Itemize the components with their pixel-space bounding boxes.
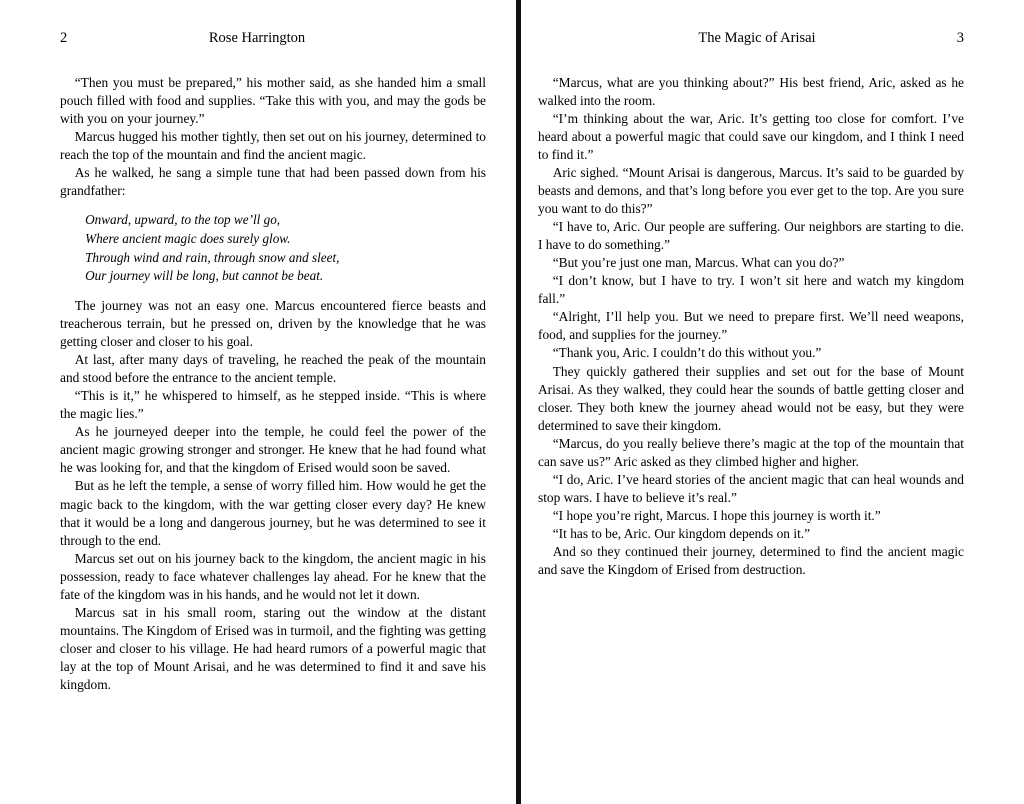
- paragraph: “I hope you’re right, Marcus. I hope this journey is worth it.”: [552, 507, 881, 523]
- paragraph: “Thank you, Aric. I couldn’t do this without you.”: [552, 345, 822, 361]
- paragraph: “I don’t know, but I have to try. I won’t sit here and watch my kingdom fall.”: [538, 273, 964, 307]
- paragraph: “Alright, I’ll help you. But we need to prepare first. We’ll need weapons, food, and supplies for the journey.”: [538, 309, 964, 343]
- right-text-column: [538, 74, 964, 579]
- paragraph: Marcus set out on his journey back to the kingdom, the ancient magic in his possession, ready to face whatever challenges lay ahead. For he knew that the fate of the kingdom was in his hands, and he would not let it down.: [60, 550, 486, 602]
- paragraph: And so they continued their journey, determined to find the ancient magic and save the Kingdom of Erised from destruction.: [538, 543, 964, 577]
- paragraph: Marcus sat in his small room, staring out the window at the distant mountains. The Kingdom of Erised was in turmoil, and the fighting was getting closer and closer to his village. He had heard rumors of a powerful magic that lay at the top of Mount Arisai, and he was determined to find it and save his kingdom.: [60, 604, 486, 692]
- right-page: [512, 0, 1024, 804]
- verse-line: Through wind and rain, through snow and sleet,: [85, 249, 340, 265]
- paragraph: The journey was not an easy one. Marcus encountered fierce beasts and treacherous terrain, but he pressed on, driven by the knowledge that he was getting closer and closer to his goal.: [60, 298, 486, 350]
- verse-line: Onward, upward, to the top we’ll go,: [85, 212, 281, 228]
- paragraph: “Marcus, what are you thinking about?” His best friend, Aric, asked as he walked into the room.: [538, 75, 964, 109]
- paragraph: “But you’re just one man, Marcus. What can you do?”: [552, 255, 845, 271]
- paragraph: “This is it,” he whispered to himself, as he stepped inside. “This is where the magic lies.”: [60, 388, 486, 422]
- verse-line: Where ancient magic does surely glow.: [85, 230, 291, 246]
- paragraph: Aric sighed. “Mount Arisai is dangerous, Marcus. It’s said to be guarded by beasts and demons, and that’s long before you ever get to the top. Are you sure you want to do this?”: [538, 165, 964, 217]
- paragraph: As he walked, he sang a simple tune that had been passed down from his grandfather:: [60, 165, 486, 199]
- paragraph: “It has to be, Aric. Our kingdom depends on it.”: [552, 525, 811, 541]
- paragraph: “Then you must be prepared,” his mother said, as she handed him a small pouch filled with food and supplies. “Take this with you, and may the gods be with you on your journey.”: [60, 75, 486, 127]
- paragraph: “I do, Aric. I’ve heard stories of the ancient magic that can heal wounds and stop wars. I have to believe it’s real.”: [538, 471, 964, 505]
- left-page-number: 2: [60, 30, 68, 46]
- left-text-column: [60, 74, 486, 694]
- paragraph: Marcus hugged his mother tightly, then set out on his journey, determined to reach the top of the mountain and find the ancient magic.: [60, 129, 486, 163]
- paragraph: “Marcus, do you really believe there’s magic at the top of the mountain that can save us?” Aric asked as they climbed higher and higher.: [538, 435, 964, 469]
- paragraph: But as he left the temple, a sense of worry filled him. How would he get the magic back to the kingdom, with the war getting closer every day? He knew that it would be a long and dangerous journey, but he was determined to see it through to the end.: [60, 478, 486, 548]
- right-page-number: 3: [956, 30, 964, 46]
- left-header-title: Rose Harrington: [208, 30, 306, 46]
- paragraph: At last, after many days of traveling, he reached the peak of the mountain and stood before the entrance to the ancient temple.: [60, 352, 486, 386]
- verse-line: Our journey will be long, but cannot be beat.: [85, 268, 324, 284]
- right-running-head: [538, 30, 964, 60]
- paragraph: “I’m thinking about the war, Aric. It’s getting too close for comfort. I’ve heard about a powerful magic that could save our kingdom, and I think I need to find it.”: [538, 111, 964, 163]
- verse-block: [60, 211, 486, 286]
- left-running-head: [60, 30, 486, 60]
- paragraph: “I have to, Aric. Our people are suffering. Our neighbors are starting to die. I have to do something.”: [538, 219, 964, 253]
- paragraph: They quickly gathered their supplies and set out for the base of Mount Arisai. As they walked, they could hear the sounds of battle getting closer and closer. They both knew the journey ahead would not be easy, but they were determined to save their kingdom.: [538, 363, 964, 433]
- paragraph: As he journeyed deeper into the temple, he could feel the power of the ancient magic growing stronger and stronger. He knew that he had found what he was looking for, and that the kingdom of Erised would soon be saved.: [60, 424, 486, 476]
- right-header-title: The Magic of Arisai: [698, 30, 816, 46]
